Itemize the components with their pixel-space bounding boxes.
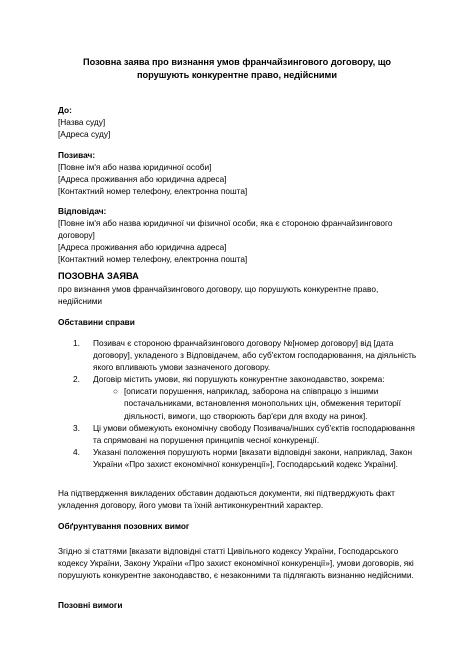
grounds-text: Згідно зі статтями [вказати відповідні статті Цивільного кодексу України, Господарського кодексу України, Закону України «Про захист економічної конкуренції»], умови договорів, які порушують конкурентне законодавство, є незаконними та підлягають визнанню недійсними. xyxy=(58,546,414,581)
item-number: 2. xyxy=(73,374,80,385)
sub-item-text: [описати порушення, наприклад, заборона на співпрацю з іншими постачальниками, встановлення монопольних цін, обмеження території діяльності, вимоги, що створюють бар'єри для входу на ринок]. xyxy=(124,386,401,421)
list-item xyxy=(58,422,420,446)
item-text: Ці умови обмежують економічну свободу Позивача/інших суб'єктів господарювання та спрямовані на порушення принципів чесної конкуренції. xyxy=(93,422,415,445)
plaintiff-heading: Позивач: xyxy=(58,150,96,160)
circumstances-heading: Обставини справи xyxy=(58,317,135,327)
item-number: 1. xyxy=(73,338,80,348)
defendant-block xyxy=(58,205,420,265)
defendant-contact: [Контактний номер телефону, електронна пошта] xyxy=(58,254,248,265)
to-heading: До: xyxy=(58,105,72,115)
item-text: Договір містить умови, які порушують конкурентне законодавство, зокрема: xyxy=(93,374,385,385)
circumstances-list xyxy=(58,337,420,470)
plaintiff-address: [Адреса проживання або юридична адреса] xyxy=(58,174,227,185)
list-item xyxy=(58,373,420,421)
list-item xyxy=(58,337,420,373)
claim-heading: ПОЗОВНА ЗАЯВА xyxy=(58,271,139,281)
item-number: 3. xyxy=(73,422,80,433)
defendant-address: [Адреса проживання або юридична адреса] xyxy=(58,242,227,253)
item-text: Указані положення порушують норми [вказати відповідні закони, наприклад, Закон України «Про захист економічної конкуренції»], Господарський кодекс України]. xyxy=(93,446,413,469)
demands-heading: Позовні вимоги xyxy=(58,600,123,610)
grounds-heading: Обґрунтування позовних вимог xyxy=(58,521,190,531)
document-title: Позовна заява про визнання умов франчайзингового договору, що порушують конкурентне право, недійсними xyxy=(83,57,391,81)
court-address: [Адреса суду] xyxy=(58,129,111,140)
defendant-name: [Повне ім'я або назва юридичної чи фізичної особи, яка є стороною франчайзингового договору] xyxy=(58,218,393,241)
court-name: [Назва суду] xyxy=(58,117,106,128)
circumstances-closing: На підтвердження викладених обставин додаються документи, які підтверджують факт укладення договору, його умови та їхній антиконкурентний характер. xyxy=(58,488,395,511)
hollow-bullet-icon: ○ xyxy=(113,386,119,397)
plaintiff-contact: [Контактний номер телефону, електронна пошта] xyxy=(58,186,248,197)
claim-block xyxy=(58,270,420,307)
sub-list-item xyxy=(93,385,420,421)
item-number: 4. xyxy=(73,446,80,457)
to-block xyxy=(58,104,420,140)
claim-subtitle: про визнання умов франчайзингового договору, що порушують конкурентне право, недійсними xyxy=(58,284,379,307)
item-text: Позивач є стороною франчайзингового договору №[номер договору] від [дата договору], укладеного з Відповідачем, або суб'єктом господарювання, на діяльність якого впливають умови зазначеного договору. xyxy=(93,338,417,373)
defendant-heading: Відповідач: xyxy=(58,206,107,216)
plaintiff-name: [Повне ім'я або назва юридичної особи] xyxy=(58,162,212,173)
plaintiff-block xyxy=(58,149,420,197)
list-item xyxy=(58,446,420,470)
